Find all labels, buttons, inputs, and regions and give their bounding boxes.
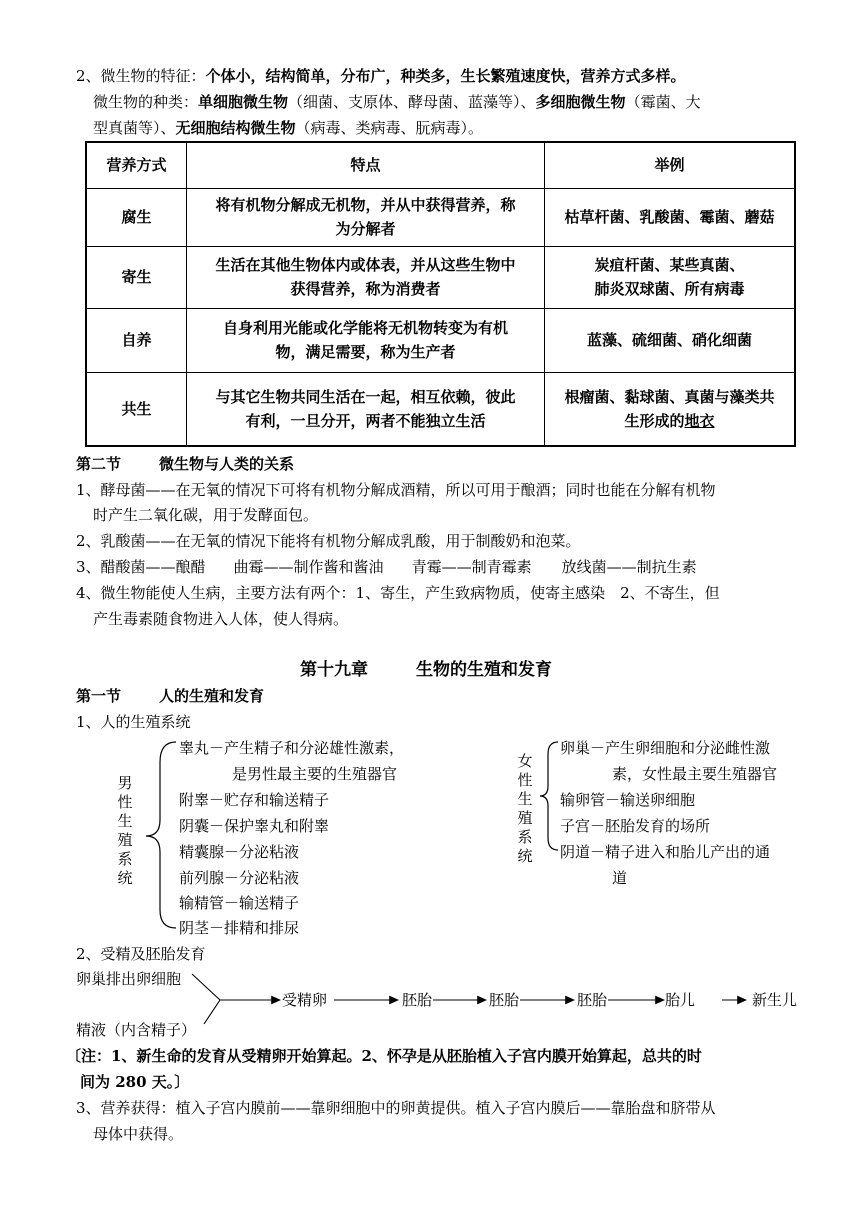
example-line: 根瘤菌、黏球菌、真菌与藻类共: [564, 387, 775, 406]
types-multicellular-examples: （霉菌、大: [625, 93, 701, 111]
characteristics-text: 个体小，结构简单，分布广，种类多，生长繁殖速度快，营养方式多样。: [205, 67, 686, 85]
feature-cell: [187, 188, 545, 246]
feature-line: 为分解者: [335, 220, 396, 238]
item1-line-a: 1、酵母菌——在无氧的情况下可将有机物分解成酒精，所以可用于酿酒；同时也能在分解有机物: [76, 481, 716, 499]
example-cell: [545, 188, 796, 246]
reproductive-system-heading: 1、人的生殖系统: [76, 713, 191, 731]
example-text: 生形成的: [624, 411, 685, 430]
mode-cell: 自养: [86, 308, 187, 372]
feature-line: 有利，一旦分开，两者不能独立生活: [245, 411, 486, 430]
male-brace-icon: [138, 740, 180, 930]
flow-stage-zygote: 受精卵: [282, 991, 328, 1009]
section1-number: 第一节: [76, 687, 122, 705]
male-item-seminal-vesicle: 精囊腺－分泌粘液: [179, 843, 300, 861]
flow-input-egg: 卵巢排出卵细胞: [76, 970, 182, 988]
example-line: 蓝藻、硫细菌、硝化细菌: [586, 331, 752, 349]
chapter-title: 生物的生殖和发育: [416, 660, 552, 680]
types-acellular-examples: （病毒、类病毒、朊病毒）。: [295, 119, 484, 137]
female-item-oviduct: 输卵管－输送卵细胞: [560, 791, 696, 809]
types-prefix: 微生物的种类：: [93, 93, 199, 111]
feature-line: 物，满足需要，称为生产者: [275, 343, 456, 361]
flow-stage-embryo-1: 胚胎: [402, 991, 433, 1009]
flow-input-sperm: 精液（内含精子）: [76, 1021, 197, 1039]
female-item-ovary: 卵巢－产生卵细胞和分泌雌性激: [560, 739, 771, 757]
types-acellular: 无细胞结构微生物: [175, 119, 296, 137]
characteristics-line: [76, 64, 686, 88]
section2-heading: [76, 452, 294, 476]
feature-line: 将有机物分解成无机物，并从中获得营养，称: [215, 196, 516, 214]
table-row: [86, 188, 795, 246]
female-item-ovary-cont: 素，女性最主要生殖器官: [612, 765, 778, 783]
chapter-number: 第十九章: [300, 660, 368, 680]
female-item-vagina-cont: 道: [612, 869, 628, 887]
feature-cell: [187, 246, 545, 308]
example-cell: [545, 246, 796, 308]
item4-line-a: 4、微生物能使人生病，主要方法有两个：1、寄生，产生致病物质，使寄主感染 2、不寄生，但: [76, 584, 720, 602]
section1-heading: [76, 684, 264, 708]
feature-line: 获得营养，称为消费者: [290, 280, 441, 298]
nutrition-line-a: 3、营养获得：植入子宫内膜前——靠卵细胞中的卵黄提供。植入子宫内膜后——靠胎盘和脐带从: [76, 1099, 716, 1117]
male-item-scrotum: 阴囊－保护睾丸和附睾: [179, 817, 330, 835]
item1-line-b: 时产生二氧化碳，用于发酵面包。: [93, 506, 319, 524]
table-row: [86, 308, 795, 372]
fertilization-heading: 2、受精及胚胎发育: [76, 945, 206, 963]
characteristics-prefix: 2、微生物的特征：: [76, 67, 206, 85]
types-unicellular-examples: （细菌、支原体、酵母菌、蓝藻等）、: [288, 93, 536, 111]
nutrition-line-b: 母体中获得。: [93, 1125, 184, 1143]
flow-join-bottom: [204, 1000, 220, 1024]
male-item-testis: 睾丸－产生精子和分泌雄性激素，: [179, 739, 405, 757]
example-line: 炭疽杆菌、某些真菌、: [594, 256, 745, 274]
female-brace-icon: [536, 740, 562, 852]
item3-actinomycetes: 放线菌——制抗生素: [561, 558, 697, 576]
table-row: [86, 246, 795, 308]
feature-cell: [187, 308, 545, 372]
item3-line: [76, 555, 697, 579]
male-item-penis: 阴茎－排精和排尿: [179, 919, 300, 937]
feature-line: 生活在其他生物体内或体表，并从这些生物中: [215, 256, 516, 274]
table-header-row: [86, 142, 795, 188]
table-row: [86, 372, 795, 446]
table-header-mode: 营养方式: [86, 142, 187, 188]
example-line: 枯草杆菌、乳酸菌、霉菌、蘑菇: [564, 208, 775, 226]
mode-cell: 寄生: [86, 246, 187, 308]
types-unicellular: 单细胞微生物: [198, 93, 289, 111]
note-line-b: 间为 280 天。〕: [80, 1073, 190, 1091]
male-item-testis-cont: 是男性最主要的生殖器官: [232, 765, 398, 783]
nutrition-table: [85, 141, 796, 447]
flow-join-top: [192, 974, 220, 1000]
example-line: [547, 409, 792, 433]
female-item-uterus: 子宫－胚胎发育的场所: [560, 817, 711, 835]
example-cell: [545, 372, 796, 446]
flow-stage-embryo-2: 胚胎: [489, 991, 520, 1009]
section1-title: 人的生殖和发育: [159, 687, 265, 705]
male-item-epididymis: 附睾－贮存和输送精子: [179, 791, 330, 809]
example-cell: [545, 308, 796, 372]
feature-line: 自身利用光能或化学能将无机物转变为有机: [222, 319, 508, 337]
item3-penicillium: 青霉——制青霉素: [411, 558, 532, 576]
male-item-vas-deferens: 输精管－输送精子: [179, 894, 300, 912]
chapter-heading: [300, 657, 552, 683]
female-system-label: 女性生殖系统: [517, 752, 533, 865]
section2-title: 微生物与人类的关系: [159, 455, 295, 473]
types-line-2: [93, 116, 483, 140]
example-underlined: 地衣: [684, 411, 715, 430]
example-line: 肺炎双球菌、所有病毒: [594, 280, 745, 298]
male-item-prostate: 前列腺－分泌粘液: [179, 869, 300, 887]
item4-line-b: 产生毒素随食物进入人体，使人得病。: [93, 610, 349, 628]
item2-line: 2、乳酸菌——在无氧的情况下能将有机物分解成乳酸，用于制酸奶和泡菜。: [76, 532, 581, 550]
mode-cell: 共生: [86, 372, 187, 446]
item3-aspergillus: 曲霉——制作酱和酱油: [233, 558, 384, 576]
female-item-vagina: 阴道－精子进入和胎儿产出的通: [560, 843, 771, 861]
types-line-1: [93, 90, 701, 114]
flow-stage-newborn: 新生儿: [752, 991, 798, 1009]
section2-number: 第二节: [76, 455, 122, 473]
male-system-label: 男性生殖系统: [117, 774, 133, 887]
types-multicellular-examples-cont: 型真菌等）、: [93, 119, 176, 137]
table-header-feature: 特点: [187, 142, 545, 188]
flow-stage-fetus: 胎儿: [665, 991, 696, 1009]
table-header-example: 举例: [545, 142, 796, 188]
mode-cell: 腐生: [86, 188, 187, 246]
note-line-a: 〔注：1、新生命的发育从受精卵开始算起。2、怀孕是从胚胎植入子宫内膜开始算起，总共的时: [66, 1047, 702, 1065]
feature-cell: [187, 372, 545, 446]
feature-line: 与其它生物共同生活在一起，相互依赖，彼此: [215, 387, 516, 406]
flow-stage-embryo-3: 胚胎: [577, 991, 608, 1009]
item3-vinegar: 3、醋酸菌——酿醋: [76, 558, 206, 576]
types-multicellular: 多细胞微生物: [535, 93, 626, 111]
